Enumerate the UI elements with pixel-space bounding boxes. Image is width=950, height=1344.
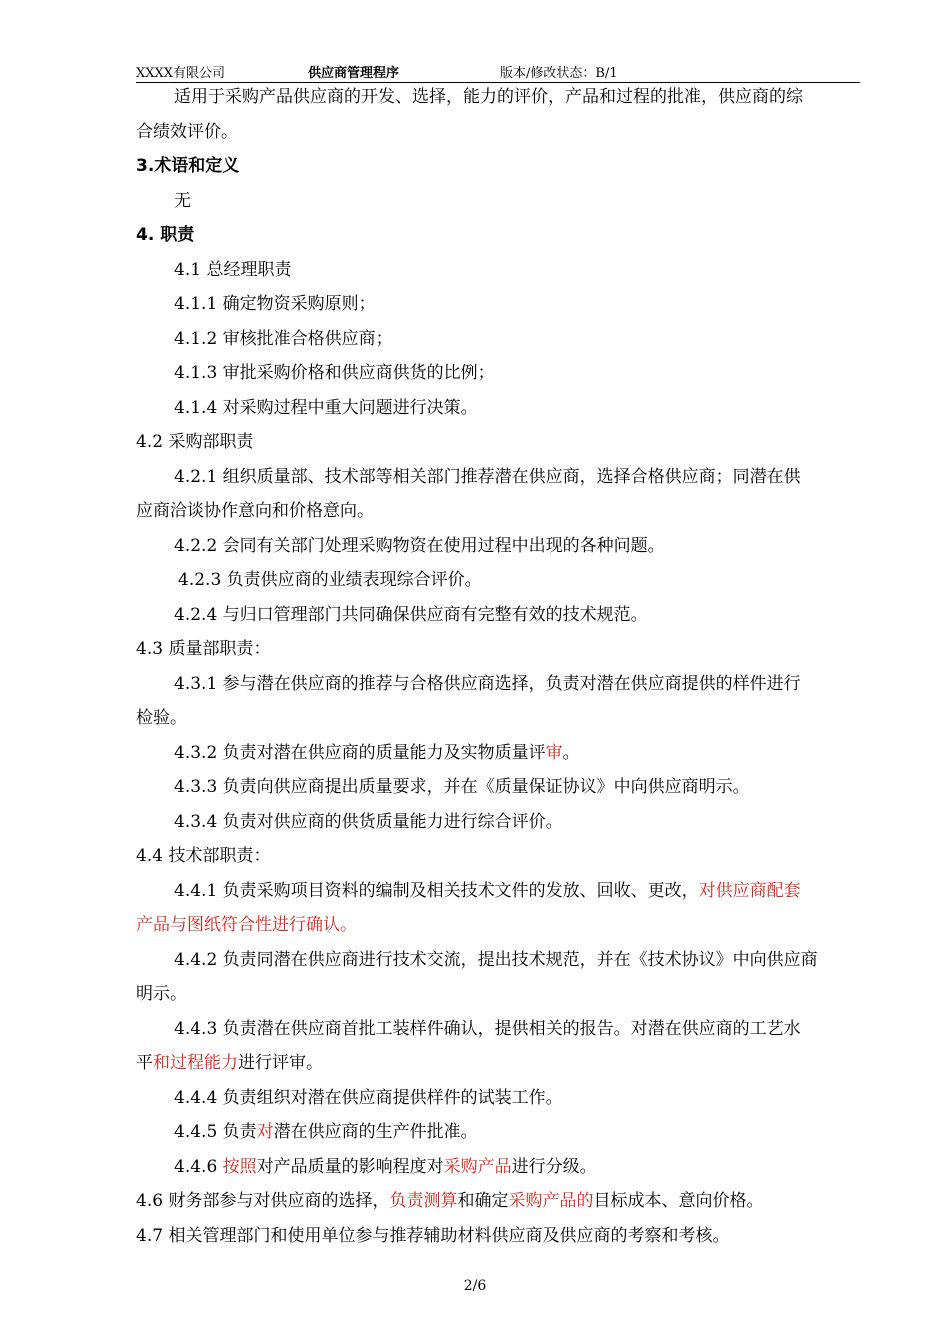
clause-4-6-text-2: 和确定 bbox=[457, 1191, 509, 1211]
clause-4-3-1-line-1: 4.3.1 参与潜在供应商的推荐与合格供应商选择，负责对潜在供应商提供的样件进行 bbox=[174, 673, 801, 694]
clause-4-1-3: 4.1.3 审批采购价格和供应商供货的比例； bbox=[174, 363, 495, 383]
document-title: 供应商管理程序 bbox=[308, 66, 400, 81]
clause-4-2-1-line-2: 应商洽谈协作意向和价格意向。 bbox=[136, 501, 374, 521]
clause-4-3-4: 4.3.4 负责对供应商的供货质量能力进行综合评价。 bbox=[174, 811, 563, 832]
clause-4-3-1-line-2: 检验。 bbox=[136, 708, 187, 728]
clause-4-4-3-text-2: 进行评审。 bbox=[238, 1053, 323, 1073]
clause-4-4-6 bbox=[136, 1150, 860, 1185]
clause-4-4-3-line-2 bbox=[136, 1046, 860, 1081]
section-3-heading: 3.术语和定义 bbox=[136, 156, 240, 176]
clause-4-3-2-end: 。 bbox=[562, 742, 580, 763]
clause-4-6-highlight-1: 负责测算 bbox=[389, 1191, 458, 1211]
version-status: 版本/修改状态：B/1 bbox=[500, 66, 618, 81]
section-4-heading: 4. 职责 bbox=[136, 225, 195, 245]
clause-4-4-3-line-1: 4.4.3 负责潜在供应商首批工装样件确认，提供相关的报告。对潜在供应商的工艺水 bbox=[174, 1018, 801, 1039]
clause-4-4-1-text: 4.4.1 负责采购项目资料的编制及相关技术文件的发放、回收、更改， bbox=[174, 880, 699, 901]
clause-4-2-1-line-1: 4.2.1 组织质量部、技术部等相关部门推荐潜在供应商，选择合格供应商；同潜在供 bbox=[174, 466, 801, 487]
clause-4-6-highlight-2: 采购产品的 bbox=[508, 1191, 594, 1211]
clause-4-3: 4.3 质量部职责： bbox=[136, 639, 271, 659]
clause-4-4-5-text-1: 4.4.5 负责 bbox=[174, 1122, 257, 1142]
clause-4-1-1: 4.1.1 确定物资采购原则； bbox=[174, 294, 376, 314]
company-name: XXXX有限公司 bbox=[136, 66, 226, 81]
clause-4-4-1-highlight-2: 产品与图纸符合性进行确认。 bbox=[136, 915, 357, 935]
document-body bbox=[136, 80, 860, 1253]
clause-4-4-6-number: 4.4.6 bbox=[174, 1156, 223, 1177]
clause-4-1-4: 4.1.4 对采购过程中重大问题进行决策。 bbox=[174, 397, 478, 418]
clause-4-2-4: 4.2.4 与归口管理部门共同确保供应商有完整有效的技术规范。 bbox=[174, 604, 648, 625]
clause-4-4-6-text-2: 进行分级。 bbox=[511, 1156, 597, 1177]
clause-4-2: 4.2 采购部职责 bbox=[136, 432, 254, 452]
clause-4-4-6-text-1: 对产品质量的影响程度对 bbox=[256, 1156, 444, 1177]
clause-4-4-3-highlight: 和过程能力 bbox=[153, 1053, 238, 1073]
clause-4-4-3-text-1: 平 bbox=[136, 1053, 153, 1073]
clause-4-4: 4.4 技术部职责： bbox=[136, 846, 271, 866]
clause-4-3-2-highlight: 审 bbox=[545, 742, 563, 763]
clause-4-6 bbox=[136, 1184, 860, 1219]
clause-4-6-text-3: 目标成本、意向价格。 bbox=[593, 1191, 764, 1211]
clause-4-4-2-line-2: 明示。 bbox=[136, 984, 187, 1004]
clause-4-4-1-line-1 bbox=[136, 874, 860, 909]
scope-line-2: 合绩效评价。 bbox=[136, 121, 238, 142]
clause-4-3-2-text: 4.3.2 负责对潜在供应商的质量能力及实物质量评 bbox=[174, 742, 546, 763]
clause-4-4-5 bbox=[136, 1115, 860, 1150]
clause-4-7: 4.7 相关管理部门和使用单位参与推荐辅助材料供应商及供应商的考察和考核。 bbox=[136, 1225, 730, 1246]
clause-4-2-2: 4.2.2 会同有关部门处理采购物资在使用过程中出现的各种问题。 bbox=[174, 535, 665, 556]
clause-4-4-6-highlight-2: 采购产品 bbox=[443, 1156, 512, 1177]
clause-4-3-3: 4.3.3 负责向供应商提出质量要求，并在《质量保证协议》中向供应商明示。 bbox=[174, 777, 750, 797]
clause-4-1: 4.1 总经理职责 bbox=[174, 259, 292, 280]
clause-4-1-2: 4.1.2 审核批准合格供应商； bbox=[174, 328, 393, 349]
clause-4-4-6-highlight-1: 按照 bbox=[222, 1156, 257, 1177]
clause-4-6-text-1: 4.6 财务部参与对供应商的选择， bbox=[136, 1191, 390, 1211]
clause-4-2-3: 4.2.3 负责供应商的业绩表现综合评价。 bbox=[178, 570, 482, 590]
clause-4-4-4: 4.4.4 负责组织对潜在供应商提供样件的试装工作。 bbox=[174, 1087, 563, 1108]
clause-4-4-5-highlight: 对 bbox=[256, 1122, 274, 1142]
section-3-text: 无 bbox=[174, 190, 191, 211]
clause-4-4-1-highlight-1: 对供应商配套 bbox=[698, 880, 801, 901]
clause-4-4-2-line-1: 4.4.2 负责同潜在供应商进行技术交流，提出技术规范，并在《技术协议》中向供应商 bbox=[174, 949, 818, 970]
clause-4-3-2 bbox=[136, 736, 860, 771]
page-number: 2/6 bbox=[463, 1278, 487, 1294]
clause-4-4-5-text-2: 潜在供应商的生产件批准。 bbox=[273, 1122, 478, 1142]
scope-line-1: 适用于采购产品供应商的开发、选择，能力的评价，产品和过程的批准，供应商的综 bbox=[174, 87, 803, 107]
